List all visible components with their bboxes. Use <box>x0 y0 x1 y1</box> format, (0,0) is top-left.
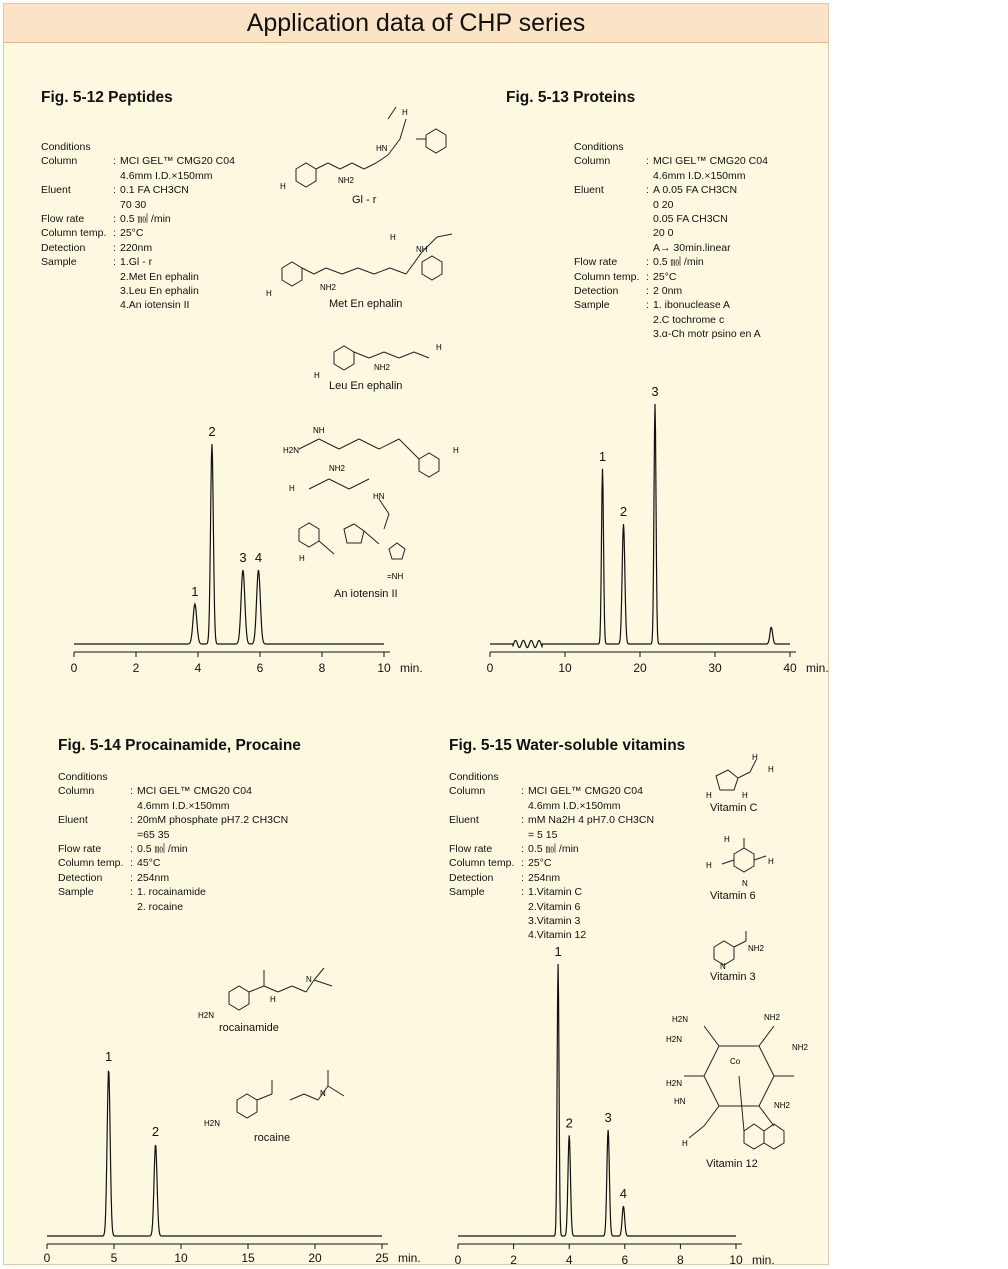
structure-label-vitamin-c: Vitamin C <box>710 802 758 814</box>
application-sheet <box>3 3 829 1265</box>
condition-value: 4.Vitamin 12 <box>528 929 587 942</box>
condition-key: Column <box>41 155 78 168</box>
svg-text:H: H <box>706 791 712 800</box>
x-tick-label: 0 <box>70 661 78 675</box>
svg-text:H2N: H2N <box>666 1035 683 1044</box>
structure-label-vitamin-b3: Vitamin 3 <box>710 971 756 983</box>
x-tick-label: 10 <box>377 661 391 675</box>
condition-key: Sample <box>449 886 485 899</box>
condition-colon: : <box>113 227 116 240</box>
x-tick-label: 0 <box>43 1251 51 1265</box>
condition-colon: : <box>130 871 133 884</box>
svg-text:N: N <box>720 962 726 971</box>
structure-label-vitamin-b6: Vitamin 6 <box>710 890 756 902</box>
x-tick-label: 10 <box>174 1251 188 1265</box>
fig-5-13-title: Fig. 5-13 Proteins <box>506 89 636 106</box>
svg-text:H: H <box>768 765 774 774</box>
condition-key: Flow rate <box>58 842 102 855</box>
x-tick-label: 4 <box>565 1253 573 1267</box>
svg-text:H: H <box>314 371 320 380</box>
condition-value: 254nm <box>137 871 170 884</box>
svg-text:N: N <box>306 975 312 984</box>
condition-key: Detection <box>574 284 619 297</box>
conditions-heading: Conditions <box>41 141 91 153</box>
svg-text:H: H <box>706 861 712 870</box>
svg-text:HN: HN <box>674 1097 686 1106</box>
condition-value: 220nm <box>120 241 153 254</box>
x-tick-label: 25 <box>375 1251 389 1265</box>
condition-value: 25°C <box>653 270 677 283</box>
condition-colon: : <box>130 857 133 870</box>
condition-key: Column <box>58 785 95 798</box>
structure-label-angiotensin-ii: An iotensin II <box>334 588 398 600</box>
page-title: Application data of CHP series <box>246 8 586 37</box>
condition-value: 254nm <box>528 871 561 884</box>
condition-colon: : <box>521 886 524 899</box>
condition-colon: : <box>130 785 133 798</box>
condition-value: 20 0 <box>653 227 674 240</box>
condition-value: = 5 15 <box>528 828 558 841</box>
svg-text:H: H <box>436 343 442 352</box>
structure-label-procaine: rocaine <box>254 1132 291 1144</box>
condition-value: 3.Leu En ephalin <box>120 284 199 297</box>
condition-value: 20mM phosphate pH7.2 CH3CN <box>137 814 289 827</box>
condition-value: 25°C <box>528 857 552 870</box>
x-tick-label: 8 <box>677 1253 684 1267</box>
svg-text:Co: Co <box>730 1057 741 1066</box>
condition-value: 4.6mm I.D.×150mm <box>137 799 230 812</box>
condition-key: Column <box>574 155 611 168</box>
x-tick-label: 5 <box>110 1251 118 1265</box>
peak-label: 1 <box>105 1049 113 1064</box>
x-axis-unit-label: min. <box>400 661 423 675</box>
condition-key: Flow rate <box>41 212 85 225</box>
chromatogram-1 <box>487 384 829 675</box>
peak-label: 2 <box>619 504 628 519</box>
condition-colon: : <box>113 212 116 225</box>
svg-text:H: H <box>682 1139 688 1148</box>
condition-colon: : <box>646 284 649 297</box>
svg-text:H: H <box>280 182 286 191</box>
x-tick-label: 15 <box>241 1251 255 1265</box>
condition-key: Sample <box>58 886 94 899</box>
svg-text:H2N: H2N <box>198 1011 215 1020</box>
condition-colon: : <box>521 857 524 870</box>
condition-colon: : <box>646 155 649 168</box>
condition-key: Sample <box>574 299 610 312</box>
svg-text:H: H <box>289 484 295 493</box>
peak-label: 1 <box>191 584 199 599</box>
x-tick-label: 4 <box>194 661 202 675</box>
condition-value: 4.An iotensin II <box>120 299 190 312</box>
structure-label-procainamide: rocainamide <box>219 1022 279 1034</box>
chromatogram-trace <box>47 1071 382 1236</box>
svg-text:N: N <box>742 879 748 888</box>
condition-value: 3.α-Ch motr psino en A <box>653 328 761 341</box>
svg-text:H: H <box>402 108 408 117</box>
svg-text:H2N: H2N <box>283 446 300 455</box>
svg-text:NH2: NH2 <box>329 464 346 473</box>
condition-colon: : <box>646 256 649 269</box>
condition-value: 2.Met En ephalin <box>120 270 199 283</box>
condition-value: 1. ibonuclease A <box>653 299 731 312</box>
chromatogram-trace <box>490 404 790 648</box>
condition-value: 0.05 FA CH3CN <box>653 212 728 225</box>
condition-value: 2. rocaine <box>137 900 184 913</box>
peak-label: 4 <box>254 550 263 565</box>
svg-text:H2N: H2N <box>204 1119 221 1128</box>
condition-value: 2.C tochrome c <box>653 313 725 326</box>
svg-text:H2N: H2N <box>666 1079 683 1088</box>
svg-text:NH: NH <box>416 245 428 254</box>
peak-label: 2 <box>565 1115 573 1131</box>
condition-colon: : <box>113 155 116 168</box>
peak-label: 3 <box>651 384 659 399</box>
condition-value: 0.5 ㏖ /min <box>528 842 579 855</box>
condition-key: Eluent <box>574 184 604 197</box>
condition-colon: : <box>130 886 133 899</box>
svg-text:N: N <box>320 1089 326 1098</box>
conditions-heading: Conditions <box>574 141 624 153</box>
x-tick-label: 10 <box>729 1253 743 1267</box>
condition-key: Sample <box>41 256 77 269</box>
x-tick-label: 2 <box>510 1253 517 1267</box>
fig-5-12-chromatogram <box>4 4 830 1266</box>
condition-colon: : <box>113 184 116 197</box>
svg-text:H: H <box>266 289 272 298</box>
condition-key: Flow rate <box>574 256 618 269</box>
peak-label: 3 <box>239 550 247 565</box>
fig-5-12-title: Fig. 5-12 Peptides <box>41 89 173 106</box>
condition-value: 4.6mm I.D.×150mm <box>528 799 621 812</box>
structure-label-gly-tyr: Gl - r <box>352 194 377 206</box>
svg-text:=NH: =NH <box>387 572 404 581</box>
svg-text:H: H <box>724 835 730 844</box>
peak-label: 2 <box>151 1124 160 1140</box>
conditions-heading: Conditions <box>58 771 108 783</box>
condition-value: 0.1 FA CH3CN <box>120 184 189 197</box>
condition-colon: : <box>113 241 116 254</box>
structure-label-met-enkephalin: Met En ephalin <box>329 298 403 310</box>
peak-label: 3 <box>604 1109 612 1125</box>
condition-colon: : <box>130 842 133 855</box>
peak-label: 4 <box>619 1186 628 1202</box>
svg-text:H: H <box>270 995 276 1004</box>
condition-colon: : <box>521 785 524 798</box>
condition-value: 3.Vitamin 3 <box>528 914 581 927</box>
peak-label: 1 <box>598 448 607 464</box>
svg-text:NH2: NH2 <box>774 1101 791 1110</box>
fig-5-15-title: Fig. 5-15 Water-soluble vitamins <box>449 737 686 754</box>
condition-colon: : <box>113 256 116 269</box>
x-tick-label: 40 <box>783 661 797 675</box>
chromatogram-2 <box>44 1049 421 1265</box>
condition-value: 4.6mm I.D.×150mm <box>653 169 746 182</box>
condition-value: MCI GEL™ CMG20 C04 <box>137 785 252 798</box>
condition-key: Column <box>449 785 486 798</box>
svg-text:H: H <box>768 857 774 866</box>
svg-text:H: H <box>752 753 758 762</box>
condition-value: A 0.05 FA CH3CN <box>653 184 738 197</box>
chromatogram-trace <box>74 444 384 644</box>
svg-text:H: H <box>453 446 459 455</box>
condition-value: MCI GEL™ CMG20 C04 <box>120 155 235 168</box>
svg-text:NH2: NH2 <box>792 1043 809 1052</box>
condition-value: 0.5 ㏖ /min <box>653 256 704 269</box>
condition-key: Eluent <box>58 814 88 827</box>
condition-key: Eluent <box>449 814 479 827</box>
condition-value: 2 0nm <box>653 284 683 297</box>
condition-value: MCI GEL™ CMG20 C04 <box>653 155 768 168</box>
chromatogram-0 <box>71 424 423 675</box>
condition-value: 1. rocainamide <box>137 886 206 899</box>
x-tick-label: 0 <box>454 1253 462 1267</box>
fig-5-14-title: Fig. 5-14 Procainamide, Procaine <box>58 737 301 754</box>
condition-value: 0.5 ㏖ /min <box>137 842 188 855</box>
svg-text:H: H <box>742 791 748 800</box>
condition-key: Column temp. <box>58 857 124 870</box>
peak-label: 2 <box>208 424 216 439</box>
condition-value: 0.5 ㏖ /min <box>120 212 171 225</box>
condition-key: Eluent <box>41 184 71 197</box>
svg-text:NH2: NH2 <box>338 176 355 185</box>
x-axis-unit-label: min. <box>806 661 829 675</box>
condition-value: A→ 30min.linear <box>653 241 731 254</box>
svg-text:H2N: H2N <box>672 1015 689 1024</box>
structure-label-vitamin-b12: Vitamin 12 <box>706 1158 758 1170</box>
condition-value: 0 20 <box>653 198 674 211</box>
condition-key: Column temp. <box>449 857 515 870</box>
condition-key: Column temp. <box>41 227 107 240</box>
condition-colon: : <box>646 299 649 312</box>
condition-key: Column temp. <box>574 270 640 283</box>
structure-label-leu-enkephalin: Leu En ephalin <box>329 380 403 392</box>
x-tick-label: 20 <box>308 1251 322 1265</box>
chromatogram-3 <box>455 944 775 1267</box>
x-tick-label: 30 <box>708 661 722 675</box>
x-tick-label: 10 <box>558 661 572 675</box>
condition-value: MCI GEL™ CMG20 C04 <box>528 785 643 798</box>
svg-text:HN: HN <box>373 492 385 501</box>
x-tick-label: 8 <box>318 661 326 675</box>
condition-key: Flow rate <box>449 842 493 855</box>
svg-text:NH2: NH2 <box>320 283 337 292</box>
svg-text:NH2: NH2 <box>374 363 391 372</box>
svg-text:H: H <box>390 233 396 242</box>
svg-text:H: H <box>299 554 305 563</box>
condition-colon: : <box>521 871 524 884</box>
condition-value: 4.6mm I.D.×150mm <box>120 169 213 182</box>
condition-value: 25°C <box>120 227 144 240</box>
condition-colon: : <box>130 814 133 827</box>
svg-text:NH: NH <box>313 426 325 435</box>
chromatogram-trace <box>458 964 736 1236</box>
x-tick-label: 6 <box>256 661 264 675</box>
condition-colon: : <box>646 184 649 197</box>
peak-label: 1 <box>554 944 562 959</box>
x-tick-label: 0 <box>486 661 494 675</box>
condition-colon: : <box>521 814 524 827</box>
condition-value: 1.Gl - r <box>120 256 153 269</box>
condition-value: 70 30 <box>120 198 147 211</box>
condition-value: 45°C <box>137 857 161 870</box>
x-axis-unit-label: min. <box>752 1253 775 1267</box>
condition-key: Detection <box>58 871 103 884</box>
x-tick-label: 2 <box>132 661 140 675</box>
condition-key: Detection <box>449 871 494 884</box>
svg-text:NH2: NH2 <box>748 944 765 953</box>
condition-value: 2.Vitamin 6 <box>528 900 581 913</box>
x-tick-label: 20 <box>633 661 647 675</box>
condition-value: mM Na2H 4 pH7.0 CH3CN <box>528 814 655 827</box>
conditions-heading: Conditions <box>449 771 499 783</box>
condition-value: =65 35 <box>137 828 170 841</box>
condition-colon: : <box>521 842 524 855</box>
svg-text:NH2: NH2 <box>764 1013 781 1022</box>
svg-text:HN: HN <box>376 144 388 153</box>
x-tick-label: 6 <box>621 1253 629 1267</box>
condition-value: 1.Vitamin C <box>528 886 583 899</box>
condition-colon: : <box>646 270 649 283</box>
condition-key: Detection <box>41 241 86 254</box>
x-axis-unit-label: min. <box>398 1251 421 1265</box>
